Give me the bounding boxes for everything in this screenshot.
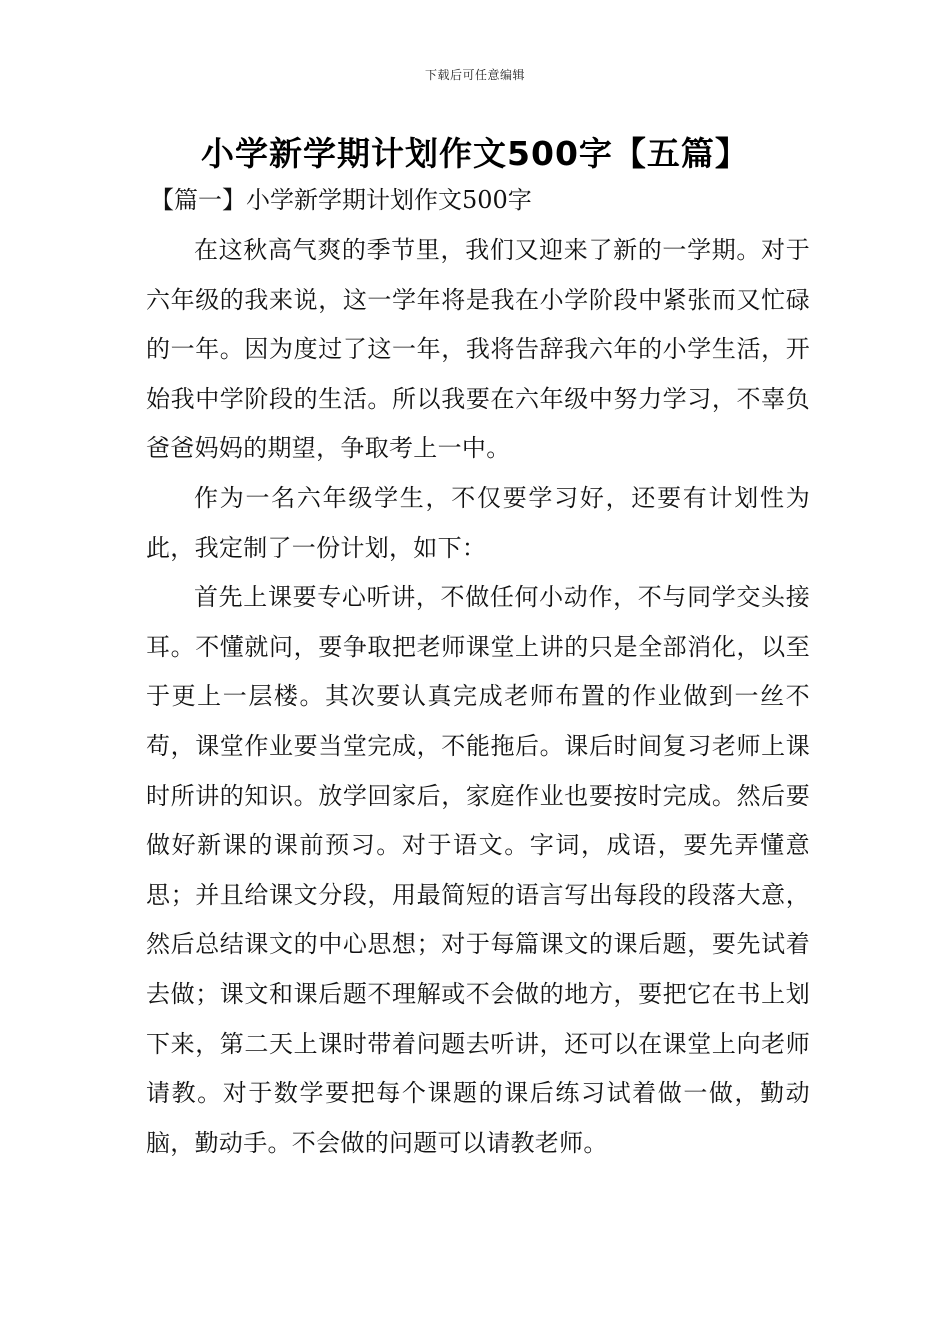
document-title: 小学新学期计划作文500字【五篇】 <box>201 134 749 173</box>
paragraph-2: 作为一名六年级学生，不仅要学习好，还要有计划性为此，我定制了一份计划，如下： <box>146 483 810 562</box>
page-header-note: 下载后可任意编辑 <box>424 68 525 82</box>
paragraph-3: 首先上课要专心听讲，不做任何小动作，不与同学交头接耳。不懂就问，要争取把老师课堂上讲的只是全部消化，以至于更上一层楼。其次要认真完成老师布置的作业做到一丝不苟，课堂作业要当堂完成，不能拖后。课后时间复习老师上课时所讲的知识。放学回家后，家庭作业也要按时完成。然后要做好新课的课前预习。对于语文。字词，成语，要先弄懂意思；并且给课文分段，用最简短的语言写出每段的段落大意，然后总结课文的中心思想；对于每篇课文的课后题，要先试着去做；课文和课后题不理解或不会做的地方，要把它在书上划下来，第二天上课时带着问题去听讲，还可以在课堂上向老师请教。对于数学要把每个课题的课后练习试着做一做，勤动脑，勤动手。不会做的问题可以请教老师。 <box>146 583 810 1157</box>
section-heading: 【篇一】小学新学期计划作文500字 <box>150 186 532 214</box>
paragraph-1: 在这秋高气爽的季节里，我们又迎来了新的一学期。对于六年级的我来说，这一学年将是我在小学阶段中紧张而又忙碌的一年。因为度过了这一年，我将告辞我六年的小学生活，开始我中学阶段的生活。所以我要在六年级中努力学习，不辜负爸爸妈妈的期望，争取考上一中。 <box>146 236 810 463</box>
document-body <box>146 226 810 1168</box>
